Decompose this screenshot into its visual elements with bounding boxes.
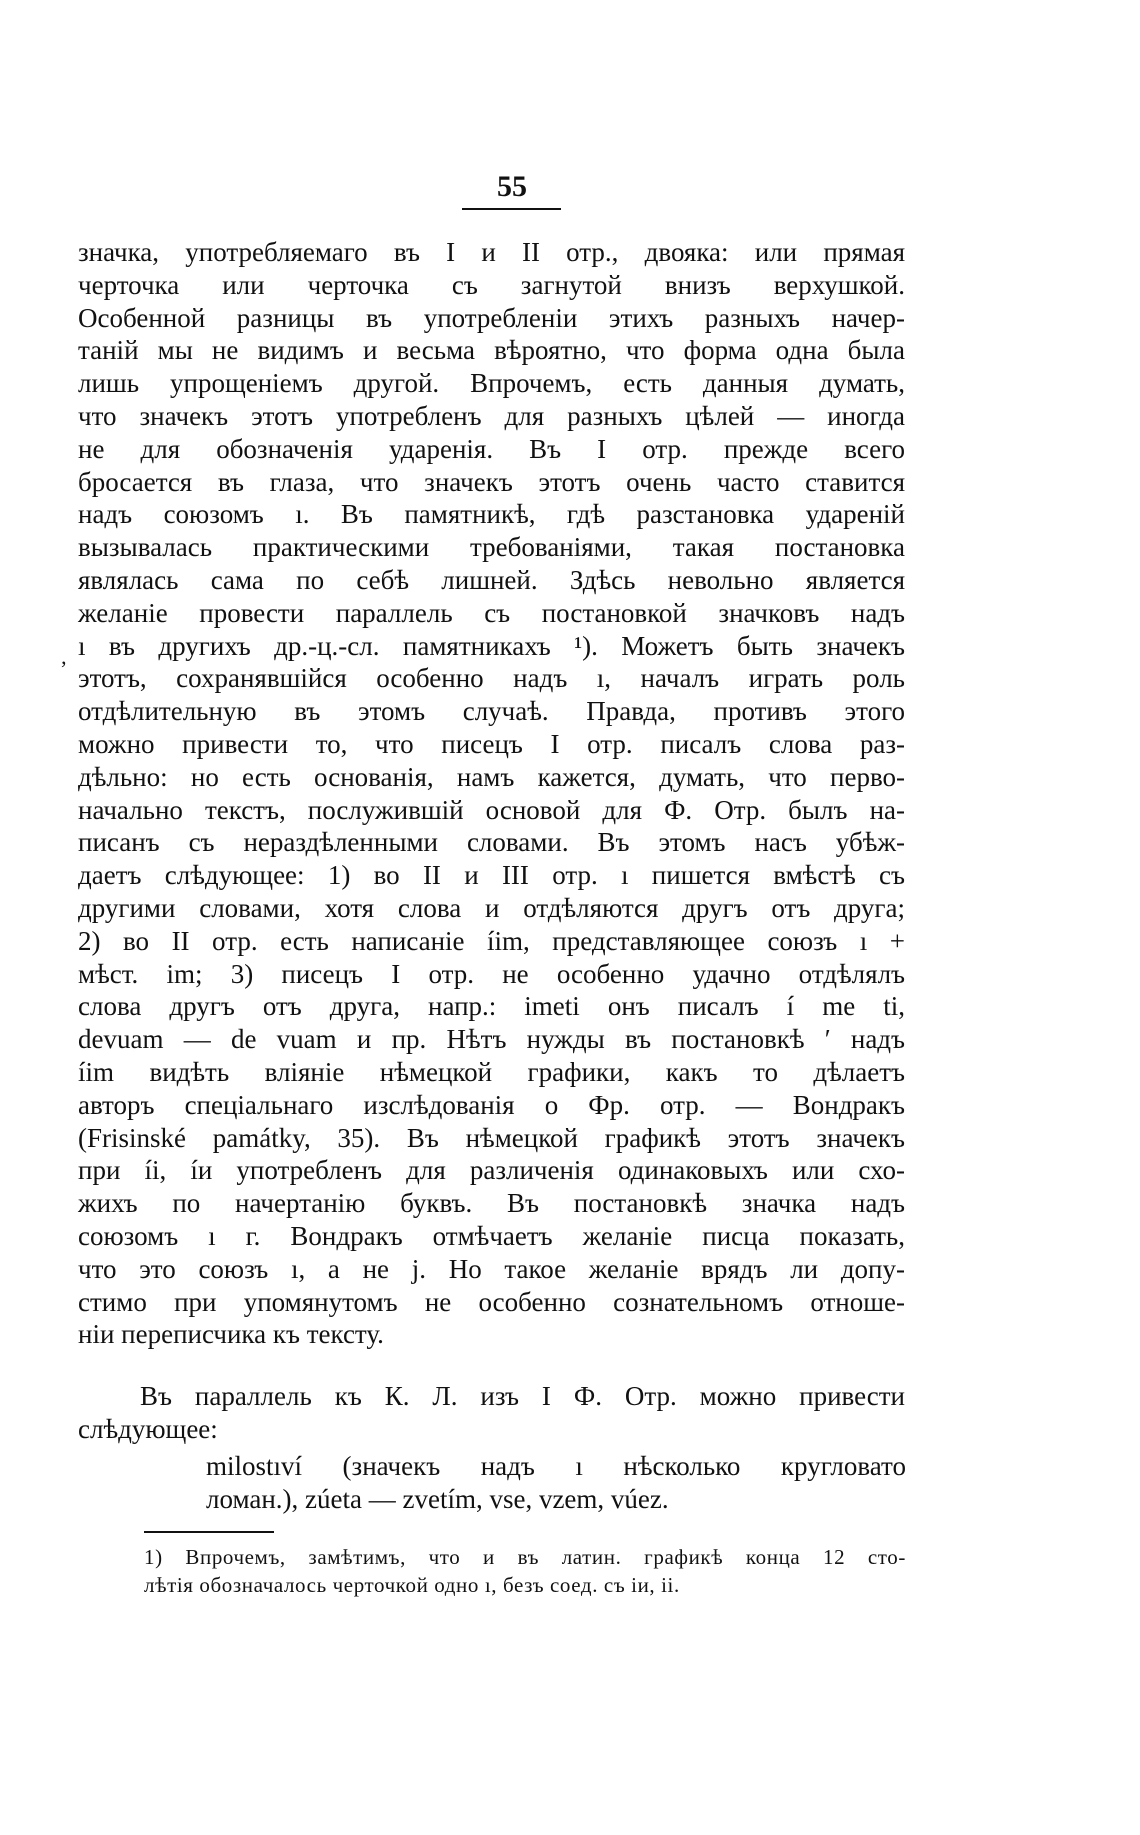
footnote-rule <box>144 1531 274 1533</box>
main-paragraph <box>78 236 905 1351</box>
text-line: Особенной разницы въ употребленіи этихъ разныхъ начер- <box>78 302 905 333</box>
footnote-line: 1) Впрочемъ, замѣтимъ, что и въ латин. графикѣ конца 12 сто- <box>144 1545 906 1569</box>
footnote <box>144 1543 906 1599</box>
margin-mark: ‚ <box>60 644 68 669</box>
page-number: 55 <box>497 170 527 203</box>
example-line: ломан.), zúeta — zvetím, vse, vzem, vúez. <box>206 1483 669 1514</box>
text-line: другими словами, хотя слова и отдѣляются другъ отъ друга; <box>78 892 905 923</box>
text-line: стимо при упомянутомъ не особенно сознательномъ отноше- <box>78 1286 905 1317</box>
text-line: авторъ спеціальнаго изслѣдованія о Фр. отр. — Вондракъ <box>78 1089 905 1120</box>
text-line: (Frisinské památky, 35). Въ нѣмецкой графикѣ этотъ значекъ <box>78 1122 905 1153</box>
text-line: можно привести то, что писецъ I отр. писалъ слова раз- <box>78 728 905 759</box>
text-line: черточка или черточка съ загнутой внизъ верхушкой. <box>78 269 905 300</box>
text-line: ı въ другихъ др.-ц.-сл. памятникахъ ¹). Можетъ быть значекъ <box>78 630 905 661</box>
text-line: значка, употребляемаго въ I и II отр., двояка: или прямая <box>78 237 905 267</box>
text-line: надъ союзомъ ı. Въ памятникѣ, гдѣ разстановка ударенiй <box>78 499 905 530</box>
text-line: что это союзъ ı, а не j. Но такое желаніе врядъ ли допу- <box>78 1253 905 1284</box>
page-number-rule <box>462 208 561 210</box>
text-line: союзомъ ı г. Вондракъ отмѣчаетъ желаніе писца показать, <box>78 1220 905 1251</box>
text-line: писанъ съ нераздѣленными словами. Въ этомъ насъ убѣж- <box>78 827 905 858</box>
text-line: начально текстъ, послужившій основой для Ф. Отр. былъ на- <box>78 794 905 825</box>
text-line: 2) во II отр. есть написаніе íim, представляющее союзъ ı + <box>78 925 905 956</box>
text-line: даетъ слѣдующее: 1) во II и III отр. ı пишется вмѣстѣ съ <box>78 860 905 891</box>
text-line: являлась сама по себѣ лишней. Здѣсь невольно является <box>78 564 905 595</box>
text-line: не для обозначенія ударенія. Въ I отр. прежде всего <box>78 433 905 464</box>
text-line: íim видѣть вліяніе нѣмецкой графики, какъ то дѣлаетъ <box>78 1056 905 1087</box>
example-block <box>206 1450 906 1516</box>
text-line: devuam — de vuam и пр. Нѣтъ нужды въ постановкѣ ′ надъ <box>78 1024 905 1055</box>
text-line: лишь упрощеніемъ другой. Впрочемъ, есть данныя думать, <box>78 368 905 399</box>
text-line: слѣдующее: <box>78 1413 218 1444</box>
text-line: отдѣлительную въ этомъ случаѣ. Правда, противъ этого <box>78 696 905 727</box>
text-line: бросается въ глаза, что значекъ этотъ очень часто ставится <box>78 466 905 497</box>
text-line: при íi, íи употребленъ для различенія одинаковыхъ или схо- <box>78 1155 905 1186</box>
example-line: milostıví (значекъ надъ ı нѣсколько кругловато <box>206 1451 906 1481</box>
text-line: вызывалась практическими требованіями, такая постановка <box>78 532 905 563</box>
text-line: желаніе провести параллель съ постановкой значковъ надъ <box>78 597 905 628</box>
text-line: этотъ, сохранявшійся особенно надъ ı, началъ играть роль <box>78 663 905 694</box>
text-line: мѣст. im; 3) писецъ I отр. не особенно удачно отдѣлялъ <box>78 958 905 989</box>
text-line: слова другъ отъ друга, напр.: imeti онъ писалъ í me ti, <box>78 991 905 1022</box>
second-paragraph <box>78 1380 905 1446</box>
text-line: жихъ по начертанію буквъ. Въ постановкѣ значка надъ <box>78 1188 905 1219</box>
text-line: дѣльно: но есть основанія, намъ кажется, думать, что перво- <box>78 761 905 792</box>
text-line: Въ параллель къ К. Л. изъ I Ф. Отр. можно привести <box>140 1381 905 1411</box>
text-line: что значекъ этотъ употребленъ для разныхъ цѣлей — иногда <box>78 400 905 431</box>
footnote-line: лѣтія обозначалось черточкой одно ı, безъ соед. съ іи, ii. <box>144 1573 680 1597</box>
text-line: таній мы не видимъ и весьма вѣроятно, что форма одна была <box>78 335 905 366</box>
text-line: ніи переписчика къ тексту. <box>78 1319 384 1350</box>
